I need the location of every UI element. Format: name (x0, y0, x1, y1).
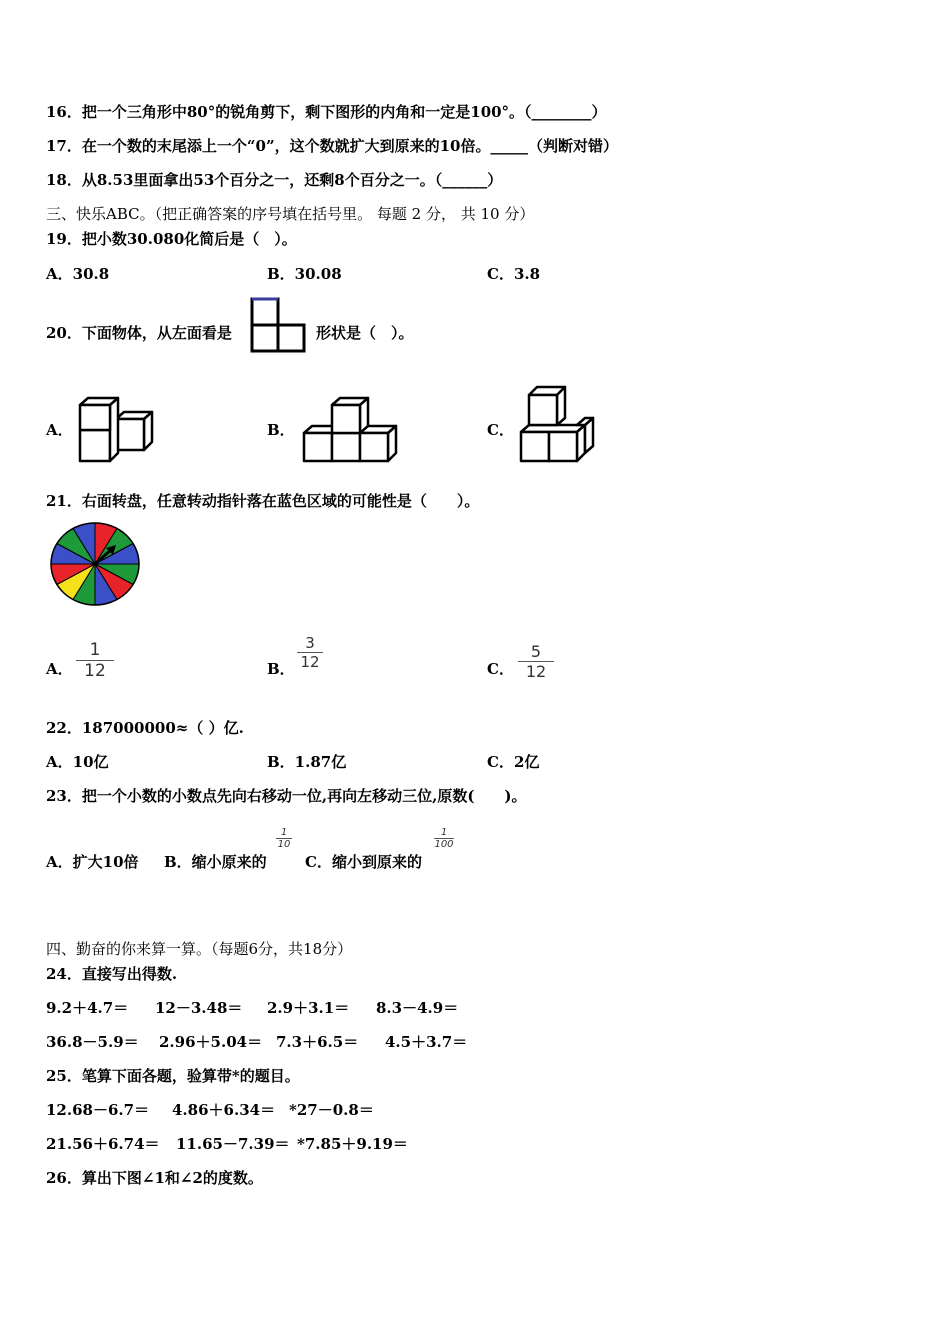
q23-option-c: C．缩小到原来的 (305, 853, 422, 871)
fraction-numerator: 1 (89, 640, 101, 660)
question-26: 26．算出下图∠1和∠2的度数。 (46, 1169, 263, 1187)
q22-option-b: B．1.87亿 (267, 753, 347, 771)
q24-expr: 4.5＋3.7＝ (385, 1033, 468, 1051)
q24-expr: 8.3－4.9＝ (376, 999, 459, 1017)
q23-option-c-fraction (434, 827, 454, 850)
fraction-numerator: 3 (305, 634, 315, 652)
fraction-numerator: 1 (280, 827, 288, 838)
fraction-denominator: 10 (277, 839, 291, 850)
q24-expr: 9.2＋4.7＝ (46, 999, 129, 1017)
question-23: 23．把一个小数的小数点先向右移动一位,再向左移动三位,原数( )。 (46, 787, 527, 805)
q19-option-c: C．3.8 (487, 265, 541, 283)
q23-option-b: B．缩小原来的 (164, 853, 267, 871)
question-19: 19．把小数30.080化简后是（ ）。 (46, 230, 297, 248)
fraction-denominator: 100 (434, 839, 454, 850)
question-17: 17．在一个数的末尾添上一个“0”，这个数就扩大到原来的10倍。_____（判断对错） (46, 137, 618, 155)
q25-expr: *27－0.8＝ (289, 1101, 374, 1119)
section-3-heading: 三、快乐ABC。（把正确答案的序号填在括号里。 每题 2 分， 共 10 分） (46, 205, 535, 223)
spinner-wheel (49, 521, 141, 607)
question-20-stem: 20．下面物体，从左面看是 (46, 324, 232, 342)
question-25: 25．笔算下面各题，验算带*的题目。 (46, 1067, 300, 1085)
question-21: 21．右面转盘，任意转动指针落在蓝色区域的可能性是（ ）。 (46, 492, 480, 510)
q25-expr: 11.65－7.39＝ (176, 1135, 290, 1153)
question-22: 22．187000000≈（ ）亿. (46, 719, 244, 737)
q21-option-a: A． (46, 660, 73, 678)
q21-option-c-fraction (518, 642, 554, 681)
q25-expr: 21.56＋6.74＝ (46, 1135, 160, 1153)
q22-option-c: C．2亿 (487, 753, 540, 771)
fraction-denominator: 12 (525, 662, 547, 681)
question-24: 24．直接写出得数. (46, 965, 178, 983)
section-4-heading: 四、勤奋的你来算一算。（每题6分，共18分） (46, 940, 353, 958)
q21-option-b: B． (267, 660, 295, 678)
q19-option-b: B．30.08 (267, 265, 342, 283)
q25-expr: *7.85＋9.19＝ (297, 1135, 408, 1153)
q20-option-a: A． (46, 421, 73, 439)
q23-option-b-fraction (276, 827, 292, 850)
q23-option-a: A．扩大10倍 (46, 853, 139, 871)
q24-expr: 2.96＋5.04＝ (159, 1033, 263, 1051)
fraction-numerator: 5 (530, 642, 542, 661)
fraction-denominator: 12 (84, 661, 106, 681)
q24-expr: 36.8－5.9＝ (46, 1033, 139, 1051)
q21-option-a-fraction (76, 640, 114, 681)
question-16: 16．把一个三角形中80°的锐角剪下，剩下图形的内角和一定是100°。（________） (46, 103, 607, 121)
q24-expr: 7.3＋6.5＝ (276, 1033, 359, 1051)
q24-expr: 12－3.48＝ (155, 999, 243, 1017)
q22-option-a: A．10亿 (46, 753, 109, 771)
q19-option-a: A．30.8 (46, 265, 110, 283)
q25-expr: 12.68－6.7＝ (46, 1101, 150, 1119)
fraction-denominator: 12 (300, 653, 320, 671)
left-view-shape-figure (250, 297, 306, 353)
q25-expr: 4.86＋6.34＝ (172, 1101, 276, 1119)
q20-option-c: C． (487, 421, 514, 439)
q21-option-c: C． (487, 660, 514, 678)
q20-option-a-cubes (78, 395, 158, 465)
question-20-stem-end: 形状是（ ）。 (316, 324, 414, 342)
q20-option-b: B． (267, 421, 295, 439)
question-18: 18．从8.53里面拿出53个百分之一，还剩8个百分之一。（______） (46, 171, 503, 189)
q24-expr: 2.9＋3.1＝ (267, 999, 350, 1017)
fraction-numerator: 1 (440, 827, 448, 838)
q20-option-c-cubes (519, 384, 599, 464)
q20-option-b-cubes (302, 395, 402, 465)
q21-option-b-fraction (297, 634, 323, 671)
